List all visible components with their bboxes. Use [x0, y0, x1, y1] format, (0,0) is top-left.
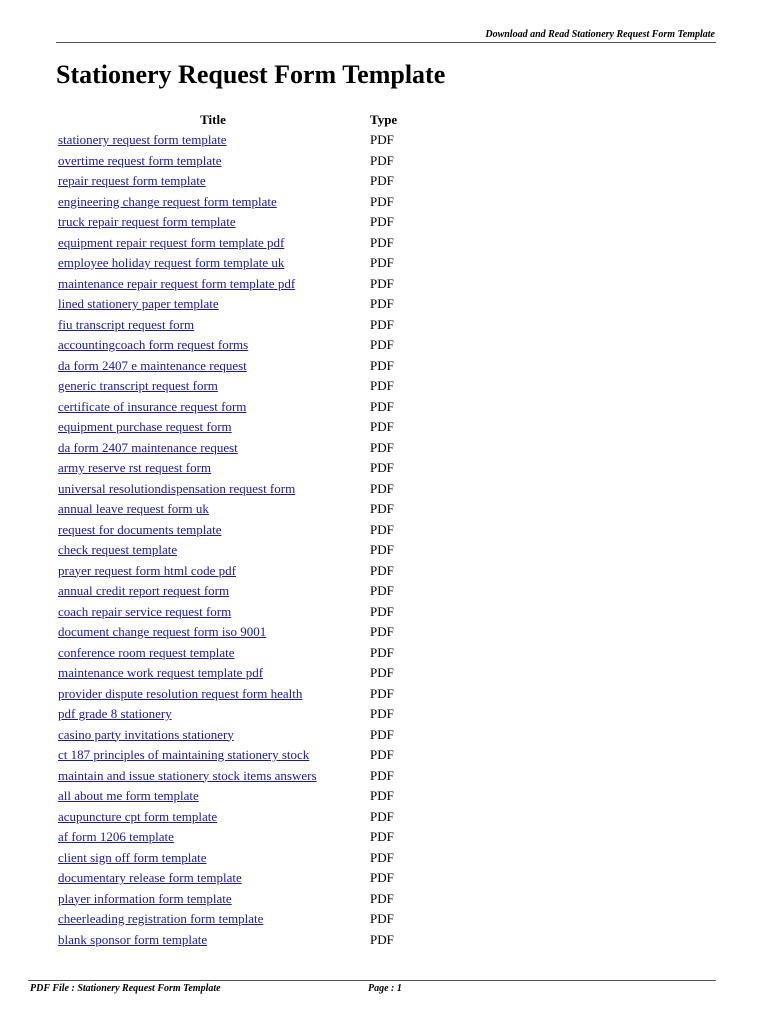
type-cell: PDF — [370, 808, 394, 824]
type-cell: PDF — [370, 275, 394, 291]
title-cell — [56, 376, 370, 397]
type-cell: PDF — [370, 419, 394, 434]
table-body — [56, 130, 416, 950]
document-link[interactable]: blank sponsor form template — [58, 931, 208, 947]
title-cell — [56, 458, 370, 479]
table-row — [56, 622, 416, 643]
table-row — [56, 786, 416, 807]
title-cell — [56, 438, 370, 459]
table-row — [56, 417, 416, 438]
type-cell: PDF — [370, 193, 394, 209]
table-row — [56, 192, 416, 213]
title-cell — [56, 766, 370, 787]
title-cell — [56, 930, 370, 951]
table-row — [56, 745, 416, 766]
document-link[interactable]: universal resolutiondispensation request form — [58, 480, 296, 496]
document-link[interactable]: player information form template — [58, 890, 232, 906]
document-link[interactable]: client sign off form template — [58, 849, 207, 865]
title-cell — [56, 745, 370, 766]
title-cell — [56, 479, 370, 500]
table-row — [56, 827, 416, 848]
footer-file-label: PDF File : Stationery Request Form Template — [30, 983, 221, 994]
type-cell: PDF — [370, 829, 394, 844]
title-cell — [56, 130, 370, 151]
document-link[interactable]: stationery request form template — [58, 132, 227, 147]
type-cell: PDF — [370, 316, 394, 332]
document-link[interactable]: documentary release form template — [58, 870, 242, 885]
table-row — [56, 889, 416, 910]
column-header-title: Title — [200, 112, 226, 127]
table-row — [56, 930, 416, 951]
title-cell — [56, 335, 370, 356]
type-cell: PDF — [370, 439, 394, 455]
table-row — [56, 909, 416, 930]
type-cell: PDF — [370, 173, 394, 188]
document-link[interactable]: conference room request template — [58, 644, 235, 660]
type-cell: PDF — [370, 890, 394, 906]
document-link[interactable]: lined stationery paper template — [58, 296, 219, 311]
table-row — [56, 663, 416, 684]
title-cell — [56, 315, 370, 336]
table-row — [56, 643, 416, 664]
type-cell: PDF — [370, 480, 394, 496]
type-cell: PDF — [370, 152, 394, 168]
title-cell — [56, 602, 370, 623]
type-cell: PDF — [370, 398, 394, 414]
document-link[interactable]: repair request form template — [58, 173, 206, 188]
title-cell — [56, 807, 370, 828]
document-link[interactable]: certificate of insurance request form — [58, 398, 247, 414]
table-row — [56, 171, 416, 192]
title-cell — [56, 274, 370, 295]
type-cell: PDF — [370, 603, 394, 619]
document-link[interactable]: all about me form template — [58, 788, 199, 803]
table-header-row — [56, 110, 416, 130]
table-row — [56, 130, 416, 151]
title-cell — [56, 397, 370, 418]
document-link[interactable]: accountingcoach form request forms — [58, 337, 249, 352]
type-cell: PDF — [370, 214, 394, 229]
document-link[interactable]: check request template — [58, 542, 178, 557]
type-cell: PDF — [370, 521, 394, 537]
type-cell: PDF — [370, 911, 394, 926]
table-row — [56, 602, 416, 623]
header-divider — [56, 42, 716, 43]
type-cell: PDF — [370, 849, 394, 865]
document-link[interactable]: fiu transcript request form — [58, 316, 195, 332]
document-link[interactable]: truck repair request form template — [58, 214, 236, 229]
table-row — [56, 725, 416, 746]
document-link[interactable]: equipment repair request form template pdf — [58, 234, 285, 250]
document-link[interactable]: army reserve rst request form — [58, 460, 212, 475]
type-cell: PDF — [370, 501, 394, 516]
table-row — [56, 212, 416, 233]
title-cell — [56, 848, 370, 869]
table-row — [56, 438, 416, 459]
title-cell — [56, 499, 370, 520]
document-link[interactable]: ct 187 principles of maintaining stationery stock — [58, 747, 310, 762]
document-link[interactable]: da form 2407 maintenance request — [58, 439, 238, 455]
type-cell: PDF — [370, 132, 394, 147]
footer-page-number: Page : 1 — [368, 983, 402, 994]
document-link[interactable]: request for documents template — [58, 521, 222, 537]
type-cell: PDF — [370, 706, 394, 721]
document-link[interactable]: prayer request form html code pdf — [58, 562, 236, 578]
title-cell — [56, 725, 370, 746]
document-link[interactable]: coach repair service request form — [58, 603, 232, 619]
table-row — [56, 458, 416, 479]
table-row — [56, 233, 416, 254]
table-row — [56, 868, 416, 889]
type-cell: PDF — [370, 726, 394, 742]
title-cell — [56, 581, 370, 602]
title-cell — [56, 622, 370, 643]
title-cell — [56, 704, 370, 725]
document-link[interactable]: equipment purchase request form — [58, 419, 232, 434]
title-cell — [56, 540, 370, 561]
document-link[interactable]: annual credit report request form — [58, 583, 230, 598]
table-row — [56, 479, 416, 500]
title-cell — [56, 417, 370, 438]
title-cell — [56, 233, 370, 254]
document-link[interactable]: overtime request form template — [58, 152, 222, 168]
document-link[interactable]: acupuncture cpt form template — [58, 808, 218, 824]
title-cell — [56, 212, 370, 233]
title-cell — [56, 192, 370, 213]
table-row — [56, 335, 416, 356]
table-row — [56, 499, 416, 520]
table-row — [56, 520, 416, 541]
type-cell: PDF — [370, 788, 394, 803]
document-link[interactable]: engineering change request form template — [58, 193, 277, 209]
type-cell: PDF — [370, 767, 394, 783]
type-cell: PDF — [370, 624, 394, 639]
document-link[interactable]: employee holiday request form template uk — [58, 255, 285, 270]
table-row — [56, 684, 416, 705]
title-cell — [56, 561, 370, 582]
title-cell — [56, 294, 370, 315]
title-cell — [56, 520, 370, 541]
table-row — [56, 540, 416, 561]
table-row — [56, 561, 416, 582]
type-cell: PDF — [370, 644, 394, 660]
document-link[interactable]: maintenance work request template pdf — [58, 665, 264, 680]
table-row — [56, 315, 416, 336]
table-row — [56, 356, 416, 377]
document-title: Stationery Request Form Template — [56, 60, 446, 89]
type-cell: PDF — [370, 255, 394, 270]
title-cell — [56, 786, 370, 807]
title-cell — [56, 663, 370, 684]
title-cell — [56, 868, 370, 889]
table-row — [56, 253, 416, 274]
document-link[interactable]: maintain and issue stationery stock items answers — [58, 767, 317, 783]
table-row — [56, 151, 416, 172]
type-cell: PDF — [370, 542, 394, 557]
document-link[interactable]: generic transcript request form — [58, 378, 218, 393]
type-cell: PDF — [370, 562, 394, 578]
table-row — [56, 704, 416, 725]
type-cell: PDF — [370, 931, 394, 947]
type-cell: PDF — [370, 296, 394, 311]
type-cell: PDF — [370, 378, 394, 393]
document-link[interactable]: annual leave request form uk — [58, 501, 209, 516]
type-cell: PDF — [370, 337, 394, 352]
table-row — [56, 274, 416, 295]
title-cell — [56, 253, 370, 274]
document-link[interactable]: casino party invitations stationery — [58, 726, 234, 742]
document-link[interactable]: af form 1206 template — [58, 829, 174, 844]
document-link[interactable]: da form 2407 e maintenance request — [58, 357, 247, 373]
document-link[interactable]: document change request form iso 9001 — [58, 624, 267, 639]
footer-divider — [28, 980, 716, 981]
document-link[interactable]: pdf grade 8 stationery — [58, 706, 172, 721]
title-cell — [56, 643, 370, 664]
title-cell — [56, 684, 370, 705]
document-link[interactable]: cheerleading registration form template — [58, 911, 264, 926]
table-row — [56, 397, 416, 418]
table-row — [56, 581, 416, 602]
title-cell — [56, 356, 370, 377]
type-cell: PDF — [370, 460, 394, 475]
type-cell: PDF — [370, 747, 394, 762]
table-row — [56, 376, 416, 397]
document-link[interactable]: provider dispute resolution request form health — [58, 685, 303, 701]
page-header: Download and Read Stationery Request Form Template — [485, 29, 715, 40]
title-cell — [56, 171, 370, 192]
column-header-type: Type — [370, 112, 398, 127]
title-cell — [56, 827, 370, 848]
type-cell: PDF — [370, 870, 394, 885]
type-cell: PDF — [370, 685, 394, 701]
title-cell — [56, 151, 370, 172]
document-link[interactable]: maintenance repair request form template pdf — [58, 275, 296, 291]
type-cell: PDF — [370, 234, 394, 250]
document-table — [56, 110, 416, 950]
table-row — [56, 848, 416, 869]
type-cell: PDF — [370, 665, 394, 680]
table-row — [56, 294, 416, 315]
title-cell — [56, 889, 370, 910]
type-cell: PDF — [370, 583, 394, 598]
table-row — [56, 807, 416, 828]
type-cell: PDF — [370, 357, 394, 373]
title-cell — [56, 909, 370, 930]
table-row — [56, 766, 416, 787]
